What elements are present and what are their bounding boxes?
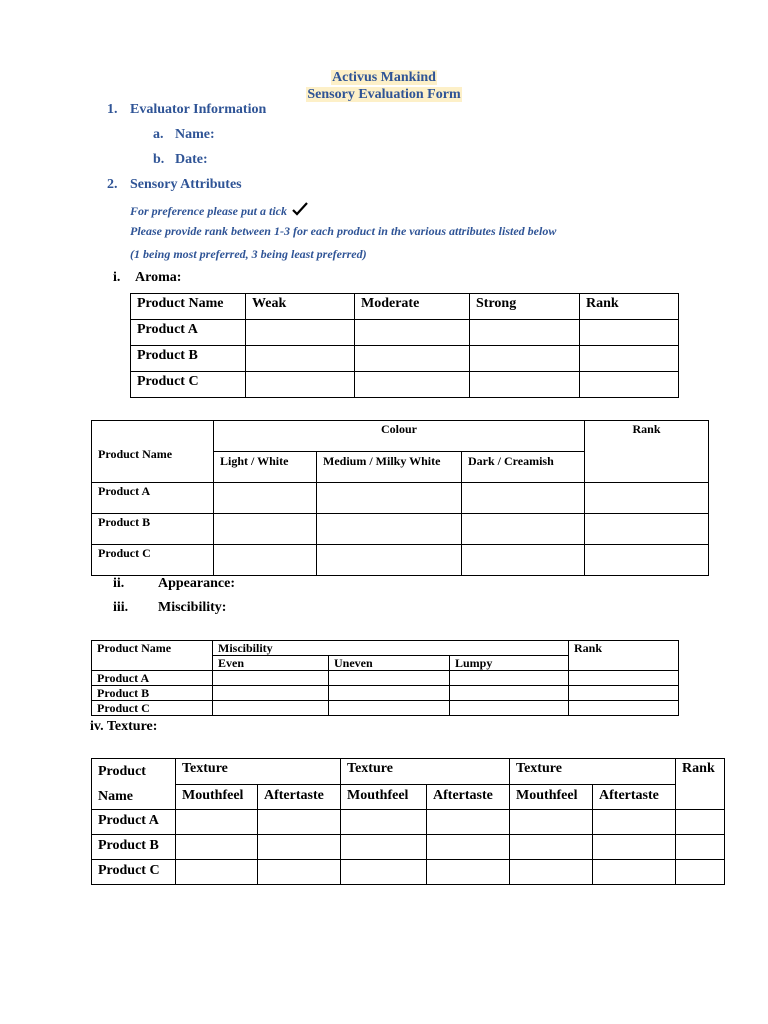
header-rank: Rank	[676, 759, 725, 810]
section1-title: Evaluator Information	[130, 102, 267, 117]
texture-cell[interactable]	[341, 810, 427, 835]
instruction-tick	[130, 202, 308, 219]
header-miscibility: Miscibility	[213, 641, 569, 656]
instruction-tick-text: For preference please put a tick	[130, 204, 287, 218]
texture-cell[interactable]	[427, 860, 510, 885]
colour-table	[91, 420, 709, 576]
table-row	[92, 860, 725, 885]
texture-cell[interactable]	[258, 810, 341, 835]
rank-cell[interactable]	[676, 860, 725, 885]
texture-cell[interactable]	[258, 835, 341, 860]
colour-cell[interactable]	[214, 514, 317, 545]
product-label: Product A	[92, 671, 213, 686]
rank-cell[interactable]	[580, 372, 679, 398]
header-product-name: Product Name	[92, 641, 213, 671]
header-aftertaste-1: Aftertaste	[258, 784, 341, 810]
instruction-rank-legend: (1 being most preferred, 3 being least preferred)	[130, 247, 367, 261]
table-row	[131, 346, 679, 372]
rank-cell[interactable]	[585, 483, 709, 514]
miscibility-marker: iii.	[113, 600, 129, 615]
header-even: Even	[213, 656, 329, 671]
colour-cell[interactable]	[462, 483, 585, 514]
rank-cell[interactable]	[569, 701, 679, 716]
texture-cell[interactable]	[341, 860, 427, 885]
header-weak: Weak	[246, 294, 355, 320]
table-row	[92, 835, 725, 860]
texture-cell[interactable]	[510, 810, 593, 835]
texture-cell[interactable]	[593, 860, 676, 885]
header-colour: Colour	[214, 421, 585, 452]
section1-number: 1.	[107, 102, 118, 117]
product-label: Product B	[92, 835, 176, 860]
colour-cell[interactable]	[317, 483, 462, 514]
texture-cell[interactable]	[593, 835, 676, 860]
aroma-table	[130, 293, 679, 398]
table-row	[92, 671, 679, 686]
aroma-marker: i.	[113, 270, 121, 285]
aroma-cell[interactable]	[246, 372, 355, 398]
header-aftertaste-2: Aftertaste	[427, 784, 510, 810]
rank-cell[interactable]	[569, 686, 679, 701]
section2-number: 2.	[107, 177, 118, 192]
texture-cell[interactable]	[341, 835, 427, 860]
header-light-white: Light / White	[214, 452, 317, 483]
table-header-row	[92, 421, 709, 452]
header-lumpy: Lumpy	[450, 656, 569, 671]
texture-cell[interactable]	[427, 810, 510, 835]
texture-cell[interactable]	[427, 835, 510, 860]
texture-label: iv. Texture:	[90, 719, 158, 734]
miscibility-cell[interactable]	[213, 686, 329, 701]
miscibility-cell[interactable]	[213, 701, 329, 716]
product-label: Product A	[92, 483, 214, 514]
aroma-cell[interactable]	[246, 346, 355, 372]
table-header-row	[131, 294, 679, 320]
field-date-marker: b.	[153, 152, 165, 167]
header-product-name: Product Name	[92, 421, 214, 483]
product-label: Product A	[131, 320, 246, 346]
appearance-marker: ii.	[113, 576, 125, 591]
texture-table	[91, 758, 725, 885]
header-aftertaste-3: Aftertaste	[593, 784, 676, 810]
product-label: Product B	[92, 514, 214, 545]
header-strong: Strong	[470, 294, 580, 320]
instruction-rank: Please provide rank between 1-3 for each product in the various attributes listed below	[130, 224, 557, 238]
header-product-line2: Name	[98, 789, 133, 804]
miscibility-table	[91, 640, 679, 716]
miscibility-cell[interactable]	[329, 671, 450, 686]
texture-cell[interactable]	[510, 860, 593, 885]
header-product-name	[92, 759, 176, 810]
header-rank: Rank	[569, 641, 679, 671]
miscibility-cell[interactable]	[329, 686, 450, 701]
rank-cell[interactable]	[585, 514, 709, 545]
header-uneven: Uneven	[329, 656, 450, 671]
product-label: Product B	[131, 346, 246, 372]
table-header-row	[92, 641, 679, 656]
colour-cell[interactable]	[317, 514, 462, 545]
aroma-cell[interactable]	[470, 372, 580, 398]
table-row	[131, 372, 679, 398]
texture-cell[interactable]	[593, 810, 676, 835]
product-label: Product B	[92, 686, 213, 701]
table-row	[92, 810, 725, 835]
aroma-cell[interactable]	[355, 346, 470, 372]
table-header-row	[92, 759, 725, 785]
field-name-marker: a.	[153, 127, 164, 142]
product-label: Product C	[92, 545, 214, 576]
miscibility-cell[interactable]	[450, 701, 569, 716]
miscibility-cell[interactable]	[213, 671, 329, 686]
miscibility-cell[interactable]	[329, 701, 450, 716]
colour-cell[interactable]	[214, 483, 317, 514]
aroma-cell[interactable]	[470, 320, 580, 346]
field-name-label: Name:	[175, 127, 215, 142]
miscibility-label: Miscibility:	[158, 600, 227, 615]
colour-cell[interactable]	[214, 545, 317, 576]
product-label: Product A	[92, 810, 176, 835]
header-product-line1: Product	[98, 764, 146, 779]
field-date-label: Date:	[175, 152, 208, 167]
table-subheader-row	[92, 784, 725, 810]
aroma-cell[interactable]	[355, 320, 470, 346]
aroma-cell[interactable]	[355, 372, 470, 398]
product-label: Product C	[92, 701, 213, 716]
header-mouthfeel-1: Mouthfeel	[176, 784, 258, 810]
texture-cell[interactable]	[510, 835, 593, 860]
table-row	[92, 514, 709, 545]
table-row	[92, 686, 679, 701]
texture-cell[interactable]	[176, 860, 258, 885]
product-label: Product C	[131, 372, 246, 398]
header-mouthfeel-3: Mouthfeel	[510, 784, 593, 810]
texture-cell[interactable]	[258, 860, 341, 885]
header-texture-1: Texture	[176, 759, 341, 785]
rank-cell[interactable]	[569, 671, 679, 686]
aroma-label: Aroma:	[135, 270, 182, 285]
miscibility-cell[interactable]	[450, 671, 569, 686]
rank-cell[interactable]	[585, 545, 709, 576]
table-row	[92, 483, 709, 514]
aroma-cell[interactable]	[470, 346, 580, 372]
rank-cell[interactable]	[580, 320, 679, 346]
form-title-line1: Activus Mankind	[332, 70, 436, 85]
table-row	[92, 701, 679, 716]
rank-cell[interactable]	[676, 835, 725, 860]
header-moderate: Moderate	[355, 294, 470, 320]
header-texture-2: Texture	[341, 759, 510, 785]
aroma-cell[interactable]	[246, 320, 355, 346]
header-mouthfeel-2: Mouthfeel	[341, 784, 427, 810]
checkmark-icon	[292, 202, 308, 216]
header-product-name: Product Name	[131, 294, 246, 320]
colour-cell[interactable]	[462, 545, 585, 576]
table-row	[131, 320, 679, 346]
header-rank: Rank	[585, 421, 709, 483]
product-label: Product C	[92, 860, 176, 885]
rank-cell[interactable]	[580, 346, 679, 372]
header-dark-creamish: Dark / Creamish	[462, 452, 585, 483]
rank-cell[interactable]	[676, 810, 725, 835]
header-rank: Rank	[580, 294, 679, 320]
texture-cell[interactable]	[176, 810, 258, 835]
section2-title: Sensory Attributes	[130, 177, 242, 192]
header-medium-milky-white: Medium / Milky White	[317, 452, 462, 483]
header-texture-3: Texture	[510, 759, 676, 785]
colour-cell[interactable]	[317, 545, 462, 576]
texture-cell[interactable]	[176, 835, 258, 860]
colour-cell[interactable]	[462, 514, 585, 545]
miscibility-cell[interactable]	[450, 686, 569, 701]
form-title-line2: Sensory Evaluation Form	[307, 87, 461, 102]
table-row	[92, 545, 709, 576]
appearance-label: Appearance:	[158, 576, 235, 591]
